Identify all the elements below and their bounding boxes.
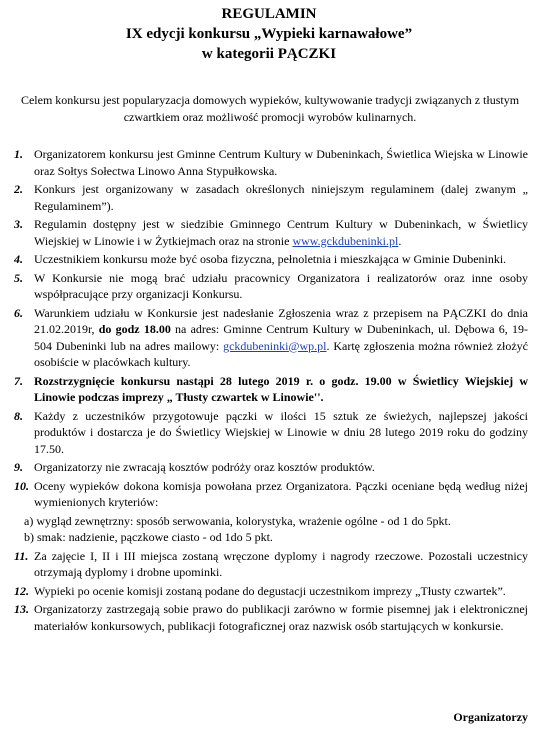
rule-text: W Konkursie nie mogą brać udziału pracownicy Organizatora i realizatorów oraz inne osoby współpracujące przy organizacji Konkursu.	[34, 270, 528, 301]
rule-text-part: na adres: Gminne Centrum Kultury w Dubeninkach, ul. Dębowa 6, 19-504 Dubeninki lub na adres mailowy:	[34, 322, 529, 353]
rule-number: 1.	[14, 147, 23, 161]
rule-text-part: Regulamin dostępny jest w siedzibie Gminnego Centrum Kultury w Dubeninkach, w Świetlicy Wiejskiej w Linowie i w Żytkiejmach oraz na stronie	[34, 217, 528, 248]
rule-item	[0, 181, 538, 214]
title-category: w kategorii PĄCZKI	[201, 46, 337, 62]
rule-item	[0, 270, 538, 303]
rule-item	[0, 478, 538, 511]
rule-item	[0, 459, 538, 476]
rule-item	[0, 601, 538, 634]
rule-text: Uczestnikiem konkursu może być osoba fizyczna, pełnoletnia i mieszkająca w Gminie Dubeninki.	[34, 252, 507, 266]
rule-number: 3.	[14, 217, 23, 231]
rule-item	[0, 216, 538, 249]
rule-number: 6.	[14, 305, 23, 320]
rule-item	[0, 583, 538, 600]
rule-number: 12.	[14, 583, 29, 598]
title-regulamin: REGULAMIN	[221, 6, 317, 22]
rule-text-part: Warunkiem udziału w Konkursie jest nadesłanie Zgłoszenia wraz z przepisem na PĄCZKI do dnia 21.02.2019r,	[34, 305, 528, 336]
rule-number: 11.	[14, 548, 29, 563]
rules-list	[0, 146, 538, 636]
rule-text: Rozstrzygnięcie konkursu nastąpi 28 lutego 2019 r. o godz. 19.00 w Świetlicy Wiejskiej w Linowie podczas imprezy „ Tłusty czwartek w Linowie''.	[34, 373, 528, 404]
rule-text: Każdy z uczestników przygotowuje pączki w ilości 15 sztuk ze świeżych, najlepszej jakości produktów i dostarcza je do Świetlicy Wiejskiej w Linowie w dniu 28 lutego 2019 roku do godziny 17.50.	[34, 408, 528, 456]
rule-item	[0, 251, 538, 268]
rule-item	[0, 305, 538, 371]
rule-number: 13.	[14, 602, 29, 616]
rule-number: 4.	[14, 252, 23, 266]
rule-item	[0, 408, 538, 458]
rule-number: 2.	[14, 182, 23, 196]
deadline-time: do godz 18.00	[98, 322, 171, 336]
website-link[interactable]: www.gckdubeninki.pl	[292, 233, 399, 248]
intro-paragraph: Celem konkursu jest popularyzacja domowych wypieków, kultywowanie tradycji związanych z tłustym czwartkiem oraz możliwość promocji wyrobów kulinarnych.	[20, 93, 520, 124]
rule-number: 9.	[14, 460, 23, 474]
rule-number: 8.	[14, 408, 23, 423]
rule-text: Organizatorzy nie zwracają kosztów podróży oraz kosztów produktów.	[34, 460, 375, 474]
rule-number: 10.	[14, 478, 29, 493]
rule-number: 7.	[14, 373, 23, 388]
email-link[interactable]: gckdubeninki@wp.pl	[223, 338, 327, 353]
rule-text: Oceny wypieków dokona komisja powołana przez Organizatora. Pączki oceniane będą według niżej wymienionych kryteriów:	[34, 478, 528, 509]
rule-text: Konkurs jest organizowany w zasadach określonych niniejszym regulaminem (dalej zwanym „ Regulaminem”).	[34, 182, 528, 213]
rule-item	[0, 373, 538, 406]
rule-text	[34, 306, 528, 370]
rule-number: 5.	[14, 270, 23, 285]
signature: Organizatorzy	[453, 710, 528, 724]
rule-text: Organizatorem konkursu jest Gminne Centrum Kultury w Dubeninkach, Świetlica Wiejska w Linowie oraz Sołtys Sołectwa Linowo Anna Stypułkowska.	[34, 147, 528, 178]
title-edition: IX edycji konkursu „Wypieki karnawałowe”	[125, 26, 413, 42]
rule-text-part: .	[398, 233, 402, 248]
rule-item	[0, 146, 538, 179]
criterion-item: a) wygląd zewnętrzny: sposób serwowania, kolorystyka, wrażenie ogólne - od 1 do 5pkt.	[24, 513, 451, 528]
rule-item	[0, 548, 538, 581]
rule-text-part: . Kartę zgłoszenia można również złożyć osobiście w placówkach kultury.	[34, 338, 528, 369]
criterion-item: b) smak: nadzienie, pączkowe ciasto - od 1do 5 pkt.	[24, 530, 273, 544]
rule-text: Organizatorzy zastrzegają sobie prawo do publikacji zarówno w formie pisemnej jak i elektronicznej materiałów konkursowych, publikacji fotograficznej oraz nazwisk osób startujących w konkursie.	[34, 602, 528, 633]
document-header	[0, 4, 538, 64]
rule-text	[34, 217, 528, 248]
rule-text: Za zajęcie I, II i III miejsca zostaną wręczone dyplomy i nagrody rzeczowe. Pozostali uczestnicy otrzymają dyplomy i drobne upominki.	[34, 548, 528, 579]
rule-text: Wypieki po ocenie komisji zostaną podane do degustacji uczestnikom imprezy „Tłusty czwartek”.	[34, 583, 506, 598]
